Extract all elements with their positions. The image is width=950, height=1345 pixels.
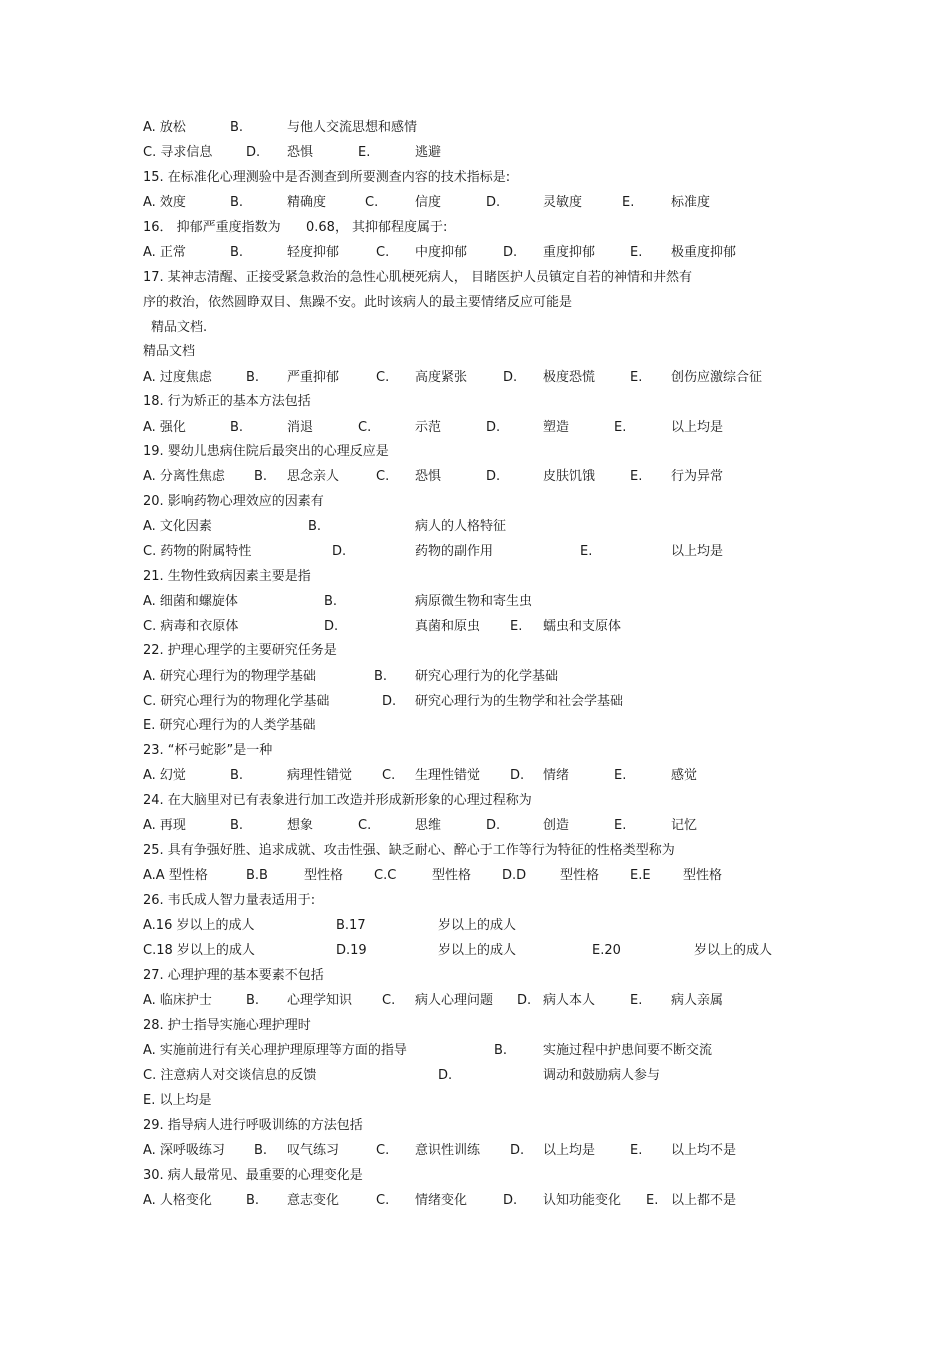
text-segment: 调动和鼓励病人参与: [543, 1068, 661, 1083]
text-segment: 病人心理问题: [415, 993, 494, 1008]
text-line: [0, 293, 950, 313]
text-segment: C.: [382, 993, 396, 1008]
text-segment: B.: [230, 120, 244, 135]
text-line: [0, 442, 950, 462]
text-segment: 24. 在大脑里对已有表象进行加工改造并形成新形象的心理过程称为: [143, 793, 532, 808]
text-segment: 岁以上的成人: [694, 943, 773, 958]
text-segment: 实施过程中护患间要不断交流: [543, 1043, 713, 1058]
text-line: [0, 517, 950, 537]
text-segment: E.: [630, 1143, 643, 1158]
text-line: [0, 193, 950, 213]
text-segment: C.18 岁以上的成人: [143, 943, 255, 958]
text-segment: C.: [365, 195, 379, 210]
text-segment: 26. 韦氏成人智力量表适用于:: [143, 893, 316, 908]
text-segment: 创伤应激综合征: [671, 370, 763, 385]
text-line: [0, 143, 950, 163]
text-segment: 标准度: [671, 195, 711, 210]
text-segment: 病人本人: [543, 993, 596, 1008]
text-segment: B.17: [336, 918, 366, 933]
text-line: [0, 692, 950, 712]
text-segment: 生理性错觉: [415, 768, 481, 783]
text-segment: A. 正常: [143, 245, 186, 260]
text-segment: C.: [376, 469, 390, 484]
text-segment: A. 研究心理行为的物理学基础: [143, 669, 316, 684]
text-line: [0, 592, 950, 612]
text-segment: 岁以上的成人: [438, 918, 517, 933]
text-segment: C.: [376, 1143, 390, 1158]
text-segment: E.E: [630, 868, 651, 883]
text-segment: 以上都不是: [671, 1193, 737, 1208]
text-segment: B.: [246, 1193, 260, 1208]
text-segment: 记忆: [671, 818, 698, 833]
text-segment: 情绪变化: [415, 1193, 468, 1208]
text-segment: 0.68，: [306, 220, 348, 235]
text-segment: 想象: [287, 818, 314, 833]
text-segment: 药物的副作用: [415, 544, 494, 559]
text-segment: 16． 抑郁严重度指数为: [143, 220, 281, 235]
text-segment: 岁以上的成人: [438, 943, 517, 958]
text-segment: 叹气练习: [287, 1143, 340, 1158]
text-line: [0, 418, 950, 438]
text-line: [0, 243, 950, 263]
text-segment: E.: [614, 818, 627, 833]
text-segment: 蠕虫和支原体: [543, 619, 622, 634]
text-segment: C.C: [374, 868, 397, 883]
text-segment: 病人亲属: [671, 993, 724, 1008]
text-segment: 以上均是: [671, 420, 724, 435]
text-segment: 序的救治，依然圆睁双目、焦躁不安。此时该病人的最主要情绪反应可能是: [143, 295, 573, 310]
text-segment: D.: [503, 370, 518, 385]
text-line: [0, 368, 950, 388]
text-segment: 精品文档: [143, 344, 196, 359]
text-line: [0, 866, 950, 886]
text-segment: 消退: [287, 420, 314, 435]
text-segment: E.: [630, 370, 643, 385]
text-segment: A. 文化因素: [143, 519, 212, 534]
text-segment: 极度恐慌: [543, 370, 596, 385]
text-segment: B.: [308, 519, 322, 534]
text-segment: B.: [254, 469, 268, 484]
text-line: [0, 467, 950, 487]
text-segment: 22. 护理心理学的主要研究任务是: [143, 643, 337, 658]
text-line: [0, 1191, 950, 1211]
text-segment: D.: [503, 245, 518, 260]
text-segment: D.: [503, 1193, 518, 1208]
text-line: [0, 667, 950, 687]
text-segment: 恐惧: [287, 145, 314, 160]
text-segment: 型性格: [560, 868, 600, 883]
text-segment: C. 寻求信息: [143, 145, 213, 160]
text-segment: E.: [580, 544, 593, 559]
text-segment: C.: [376, 370, 390, 385]
text-segment: C.: [376, 245, 390, 260]
text-segment: 精品文档.: [151, 320, 208, 335]
text-segment: D.D: [502, 868, 527, 883]
text-segment: 研究心理行为的化学基础: [415, 669, 559, 684]
text-segment: 真菌和原虫: [415, 619, 481, 634]
text-segment: D.: [438, 1068, 453, 1083]
text-segment: E.: [646, 1193, 659, 1208]
text-segment: B.: [230, 245, 244, 260]
text-segment: E.: [614, 768, 627, 783]
text-segment: 29. 指导病人进行呼吸训练的方法包括: [143, 1118, 363, 1133]
text-segment: A. 实施前进行有关心理护理原理等方面的指导: [143, 1043, 407, 1058]
text-segment: 心理学知识: [287, 993, 353, 1008]
text-segment: D.: [510, 1143, 525, 1158]
text-segment: 23. “杯弓蛇影”是一种: [143, 743, 273, 758]
text-segment: 思念亲人: [287, 469, 340, 484]
text-segment: 型性格: [432, 868, 472, 883]
text-segment: 示范: [415, 420, 442, 435]
text-line: [0, 392, 950, 412]
text-segment: 思维: [415, 818, 442, 833]
text-segment: 意识性训练: [415, 1143, 481, 1158]
text-line: [0, 492, 950, 512]
text-segment: B.B: [246, 868, 268, 883]
text-segment: E.: [358, 145, 371, 160]
text-segment: 28. 护士指导实施心理护理时: [143, 1018, 311, 1033]
text-segment: 15. 在标准化心理测验中是否测查到所要测查内容的技术指标是:: [143, 170, 511, 185]
text-segment: C. 药物的附属特性: [143, 544, 252, 559]
text-segment: 型性格: [304, 868, 344, 883]
text-segment: 18. 行为矫正的基本方法包括: [143, 394, 311, 409]
text-line: [0, 218, 950, 238]
text-segment: B.: [494, 1043, 508, 1058]
text-segment: 以上均是: [671, 544, 724, 559]
text-segment: B.: [230, 420, 244, 435]
text-segment: 病原微生物和寄生虫: [415, 594, 533, 609]
text-segment: 以上均是: [543, 1143, 596, 1158]
text-line: [0, 941, 950, 961]
text-segment: A. 分离性焦虑: [143, 469, 225, 484]
text-line: [0, 766, 950, 786]
text-segment: 行为异常: [671, 469, 724, 484]
text-segment: B.: [254, 1143, 268, 1158]
text-segment: B.: [324, 594, 338, 609]
text-segment: C. 注意病人对交谈信息的反馈: [143, 1068, 317, 1083]
text-line: [0, 268, 950, 288]
text-segment: D.: [486, 195, 501, 210]
text-segment: E. 以上均是: [143, 1093, 212, 1108]
text-segment: D.19: [336, 943, 367, 958]
text-segment: D.: [382, 694, 397, 709]
text-line: [0, 816, 950, 836]
text-segment: A. 过度焦虑: [143, 370, 212, 385]
text-segment: 研究心理行为的生物学和社会学基础: [415, 694, 624, 709]
text-segment: B.: [230, 768, 244, 783]
text-segment: 信度: [415, 195, 442, 210]
text-segment: E.: [630, 993, 643, 1008]
text-segment: E.: [630, 245, 643, 260]
text-segment: 认知功能变化: [543, 1193, 622, 1208]
text-segment: A. 临床护士: [143, 993, 212, 1008]
text-line: [0, 1166, 950, 1186]
text-segment: D.: [486, 420, 501, 435]
text-segment: B.: [246, 370, 260, 385]
text-segment: 严重抑郁: [287, 370, 340, 385]
text-segment: C.: [376, 1193, 390, 1208]
text-line: [0, 318, 950, 338]
text-segment: A. 再现: [143, 818, 186, 833]
text-segment: E.20: [592, 943, 621, 958]
text-segment: 情绪: [543, 768, 570, 783]
text-segment: B.: [374, 669, 388, 684]
text-line: [0, 617, 950, 637]
text-segment: D.: [510, 768, 525, 783]
text-segment: E. 研究心理行为的人类学基础: [143, 718, 316, 733]
text-segment: 中度抑郁: [415, 245, 468, 260]
text-segment: 灵敏度: [543, 195, 583, 210]
text-segment: 轻度抑郁: [287, 245, 340, 260]
text-segment: 25. 具有争强好胜、追求成就、攻击性强、缺乏耐心、醉心于工作等行为特征的性格类型称为: [143, 843, 675, 858]
text-line: [0, 1066, 950, 1086]
text-segment: D.: [324, 619, 339, 634]
text-line: [0, 966, 950, 986]
text-segment: 30. 病人最常见、最重要的心理变化是: [143, 1168, 363, 1183]
text-line: [0, 991, 950, 1011]
text-segment: A. 强化: [143, 420, 186, 435]
text-segment: 皮肤饥饿: [543, 469, 596, 484]
text-line: [0, 1016, 950, 1036]
text-segment: C. 病毒和衣原体: [143, 619, 239, 634]
text-line: [0, 716, 950, 736]
text-segment: A.16 岁以上的成人: [143, 918, 255, 933]
text-segment: 逃避: [415, 145, 442, 160]
text-segment: 19. 婴幼儿患病住院后最突出的心理反应是: [143, 444, 389, 459]
text-segment: D.: [486, 469, 501, 484]
text-segment: 恐惧: [415, 469, 442, 484]
text-line: [0, 567, 950, 587]
text-line: [0, 916, 950, 936]
text-segment: 塑造: [543, 420, 570, 435]
text-line: [0, 542, 950, 562]
text-segment: E.: [614, 420, 627, 435]
text-segment: 高度紧张: [415, 370, 468, 385]
text-line: [0, 1141, 950, 1161]
text-segment: B.: [230, 195, 244, 210]
text-segment: D.: [486, 818, 501, 833]
text-segment: 20. 影响药物心理效应的因素有: [143, 494, 324, 509]
text-segment: 创造: [543, 818, 570, 833]
text-segment: C.: [358, 818, 372, 833]
text-segment: 17. 某神志清醒、正接受紧急救治的急性心肌梗死病人， 目睹医护人员镇定自若的神情和井然有: [143, 270, 692, 285]
text-segment: B.: [230, 818, 244, 833]
text-line: [0, 841, 950, 861]
text-line: [0, 641, 950, 661]
text-line: [0, 342, 950, 362]
text-segment: A. 效度: [143, 195, 186, 210]
text-segment: A.A 型性格: [143, 868, 208, 883]
text-segment: E.: [510, 619, 523, 634]
text-segment: A. 细菌和螺旋体: [143, 594, 238, 609]
text-segment: A. 深呼吸练习: [143, 1143, 225, 1158]
text-segment: 其抑郁程度属于:: [352, 220, 448, 235]
text-segment: 型性格: [683, 868, 723, 883]
text-segment: D.: [517, 993, 532, 1008]
text-segment: 与他人交流思想和感情: [287, 120, 418, 135]
text-line: [0, 118, 950, 138]
text-segment: A. 人格变化: [143, 1193, 212, 1208]
text-line: [0, 891, 950, 911]
text-segment: 27. 心理护理的基本要素不包括: [143, 968, 324, 983]
text-segment: E.: [622, 195, 635, 210]
text-segment: D.: [332, 544, 347, 559]
text-segment: C.: [358, 420, 372, 435]
text-segment: 病人的人格特征: [415, 519, 507, 534]
text-line: [0, 1091, 950, 1111]
text-segment: C.: [382, 768, 396, 783]
text-segment: 21. 生物性致病因素主要是指: [143, 569, 311, 584]
text-segment: 以上均不是: [671, 1143, 737, 1158]
text-line: [0, 1116, 950, 1136]
text-segment: E.: [630, 469, 643, 484]
text-segment: A. 放松: [143, 120, 186, 135]
text-segment: 精确度: [287, 195, 327, 210]
text-line: [0, 168, 950, 188]
text-segment: A. 幻觉: [143, 768, 186, 783]
text-segment: 感觉: [671, 768, 698, 783]
text-segment: C. 研究心理行为的物理化学基础: [143, 694, 330, 709]
text-segment: 极重度抑郁: [671, 245, 737, 260]
text-line: [0, 791, 950, 811]
text-segment: 重度抑郁: [543, 245, 596, 260]
text-segment: 病理性错觉: [287, 768, 353, 783]
text-segment: B.: [246, 993, 260, 1008]
text-line: [0, 741, 950, 761]
text-line: [0, 1041, 950, 1061]
text-segment: 意志变化: [287, 1193, 340, 1208]
text-segment: D.: [246, 145, 261, 160]
